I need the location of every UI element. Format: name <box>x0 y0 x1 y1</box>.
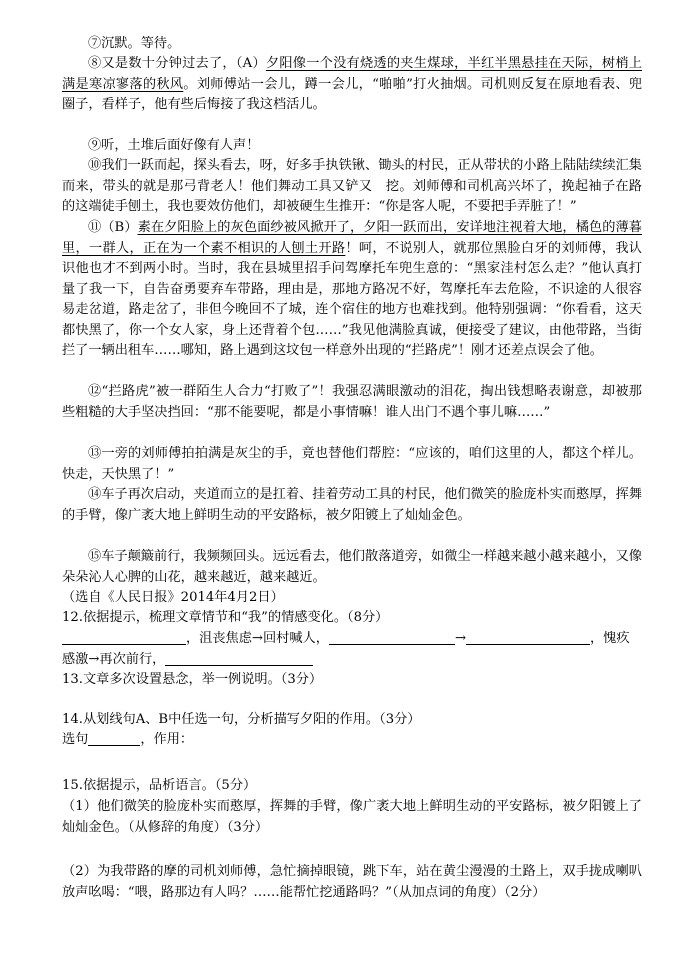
answer-blank[interactable] <box>329 630 455 645</box>
paragraph-12: ⑫“拦路虎”被一群陌生人合力“打败了”！我强忍满眼激动的泪花，掏出钱想略表谢意，却被那些粗糙的大手坚决挡回：“那不能要呢，都是小事情嘛！谁人出门不遇个事儿嘛……” <box>62 384 642 420</box>
paragraph-9: ⑨听，土堆后面好像有人声！ <box>88 138 260 153</box>
question-12-title: 12.依据提示，梳理文章情节和“我”的情感变化。（8分） <box>62 610 389 625</box>
paragraph-14: ⑭车子再次启动，夹道而立的是扛着、挂着劳动工具的村民，他们微笑的脸庞朴实而憨厚，挥舞的手臂，像广袤大地上鲜明生动的平安路标，被夕阳镀上了灿灿金色。 <box>62 487 642 523</box>
question-15-title: 15.依据提示，品析语言。（5分） <box>62 778 257 793</box>
answer-blank[interactable] <box>88 731 140 746</box>
answer-blank[interactable] <box>165 651 313 666</box>
paragraph-11: ⑪（B）素在夕阳脸上的灰色面纱被风掀开了，夕阳一跃而出，安详地注视着大地，橘色的薄暮里，一群人，正在为一个素不相识的人刨土开路！呵，不说别人，就那位黑脸白牙的刘师傅，我认识他也才不到两小时。当时，我在县城里招手问驾摩托车兜生意的：“黑家洼村怎么走？”他认真打量了我一下，自告奋勇要弃车带路，理由是，那地方路况不好，驾摩托车去危险，不识途的人很容易走岔道，路走岔了，非但今晚回不了城，连个宿住的地方也难找到。他特别强调：“你看看，这天都快黑了，你一个女人家，身上还背着个包……”我见他满脸真诚，便接受了建议，由他带路，当街拦了一辆出租车……哪知，路上遇到这坟包一样意外出现的“拦路虎”！刚才还差点误会了他。 <box>62 220 642 358</box>
paragraph-8: ⑧又是数十分钟过去了，（A）夕阳像一个没有烧透的夹生煤球，半红半黑悬挂在天际，树梢上满是寒凉寥落的秋风。刘师傅站一会儿，蹲一会儿，“啪啪”打火抽烟。司机则反复在原地看表、兜圈子，看样子，他有些后悔接了我这档活儿。 <box>62 56 643 112</box>
question-14-answer-line: 选句 ，作用： <box>62 732 194 747</box>
question-13-title: 13.文章多次设置悬念，举一例说明。（3分） <box>62 672 323 687</box>
answer-blank[interactable] <box>466 630 590 645</box>
question-15-part-1: （1）他们微笑的脸庞朴实而憨厚，挥舞的手臂，像广袤大地上鲜明生动的平安路标，被夕阳镀上了灿灿金色。（从修辞的角度）（3分） <box>62 799 642 835</box>
paragraph-15: ⑮车子颠簸前行，我频频回头。远远看去，他们散落道旁，如微尘一样越来越小越来越小，又像朵朵沁人心脾的山花，越来越近，越来越近。 <box>62 549 642 585</box>
question-12-answer-line-2: 感激→再次前行， <box>62 650 642 671</box>
article-source: （选自《人民日报》2014年4月2日） <box>62 590 284 605</box>
question-12-answer-line-1: ，沮丧焦虑→回村喊人， → ，愧疚 <box>62 629 642 650</box>
question-14-title: 14.从划线句A、B中任选一句，分析描写夕阳的作用。（3分） <box>62 712 421 727</box>
underlined-sentence-b: 素在夕阳脸上的灰色面纱被风掀开了，夕阳一跃而出，安详地注视着大地，橘色的薄暮里，一群人，正在为一个素不相识的人刨土开路 <box>62 220 642 256</box>
paragraph-13: ⑬一旁的刘师傅拍拍满是灰尘的手，竟也替他们帮腔：“应该的，咱们这里的人，都这个样儿。快走，天快黑了！” <box>62 446 642 482</box>
paragraph-10: ⑩我们一跃而起，探头看去，呀，好多手执铁锹、锄头的村民，正从带状的小路上陆陆续续汇集而来，带头的就是那弓背老人！他们舞动工具又铲又 挖。刘师傅和司机高兴坏了，挽起袖子在路的这端徒手刨土，我也要效仿他们，却被硬生生推开：“你是客人呢，不要把手弄脏了！” <box>62 158 642 214</box>
question-15-part-2: （2）为我带路的摩的司机刘师傅，急忙摘掉眼镜，跳下车，站在黄尘漫漫的土路上，双手拢成喇叭放声吆喝：“喂，路那边有人吗？……能帮忙挖通路吗？”（从加点词的角度）（2分） <box>62 864 642 900</box>
answer-blank[interactable] <box>62 630 186 645</box>
underlined-sentence-a: 夕阳像一个没有烧透的夹生煤球，半红半黑悬挂在天际，树梢上满是寒凉寥落的秋风 <box>62 56 642 92</box>
paragraph-7: ⑦沉默。等待。 <box>88 36 181 51</box>
